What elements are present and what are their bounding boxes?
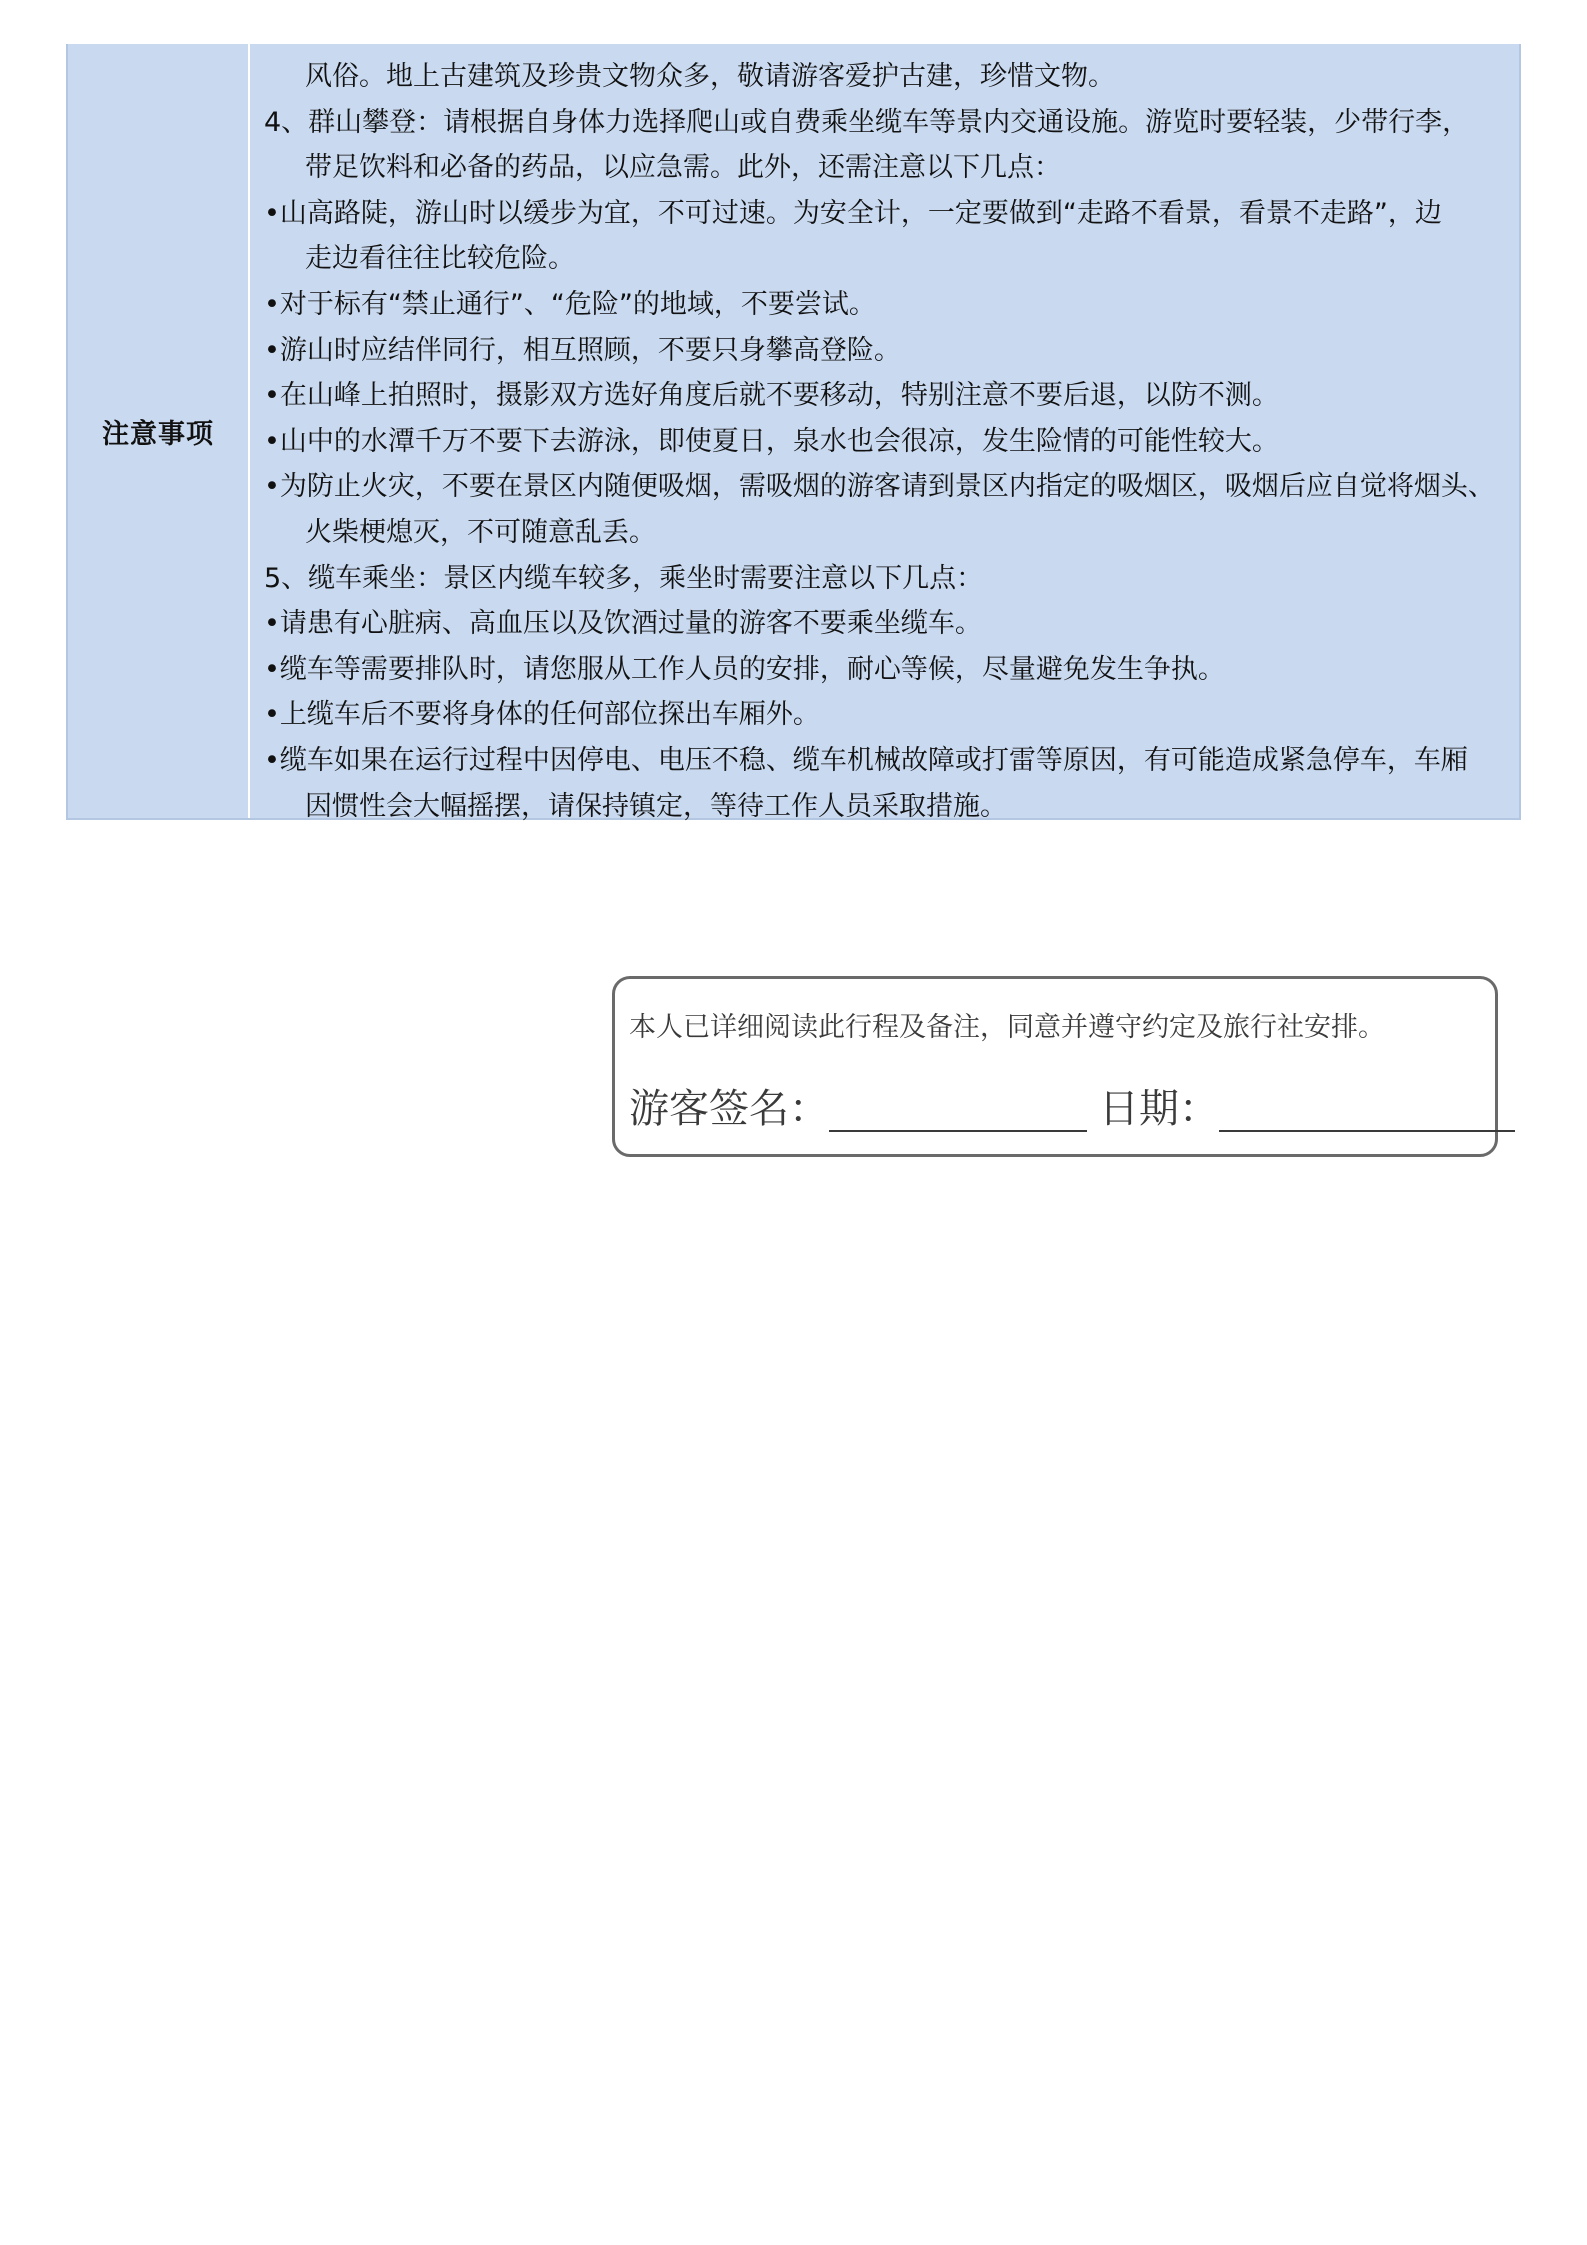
note-line: •请患有心脏病、高血压以及饮酒过量的游客不要乘坐缆车。 <box>264 608 982 640</box>
consent-box <box>612 976 1498 1157</box>
note-line: •在山峰上拍照时，摄影双方选好角度后就不要移动，特别注意不要后退，以防不测。 <box>264 380 1279 412</box>
note-line: •为防止火灾，不要在景区内随便吸烟，需吸烟的游客请到景区内指定的吸烟区，吸烟后应自觉将烟头、 <box>264 471 1495 503</box>
note-line: 火柴梗熄灭，不可随意乱丢。 <box>305 516 656 548</box>
note-line: 5、缆车乘坐：景区内缆车较多，乘坐时需要注意以下几点： <box>264 562 984 594</box>
note-line: 4、群山攀登：请根据自身体力选择爬山或自费乘坐缆车等景内交通设施。游览时要轻装，少带行李， <box>264 106 1470 138</box>
note-line: 带足饮料和必备的药品，以应急需。此外，还需注意以下几点： <box>305 152 1061 184</box>
signature-row <box>629 1077 1515 1134</box>
notes-label: 注意事项 <box>102 418 214 450</box>
note-line: •缆车如果在运行过程中因停电、电压不稳、缆车机械故障或打雷等原因，有可能造成紧急停车，车厢 <box>264 744 1468 776</box>
signature-field[interactable] <box>829 1086 1087 1132</box>
signature-label: 游客签名： <box>629 1086 829 1132</box>
note-line: •山中的水潭千万不要下去游泳，即使夏日，泉水也会很凉，发生险情的可能性较大。 <box>264 425 1279 457</box>
note-line: •缆车等需要排队时，请您服从工作人员的安排，耐心等候，尽量避免发生争执。 <box>264 653 1225 685</box>
consent-statement: 本人已详细阅读此行程及备注，同意并遵守约定及旅行社安排。 <box>629 1012 1385 1043</box>
note-line: •山高路陡，游山时以缓步为宜，不可过速。为安全计，一定要做到“走路不看景，看景不走路”，边 <box>264 197 1442 229</box>
note-line: •对于标有“禁止通行”、“危险”的地域，不要尝试。 <box>264 288 876 320</box>
notes-content-cell <box>250 44 1519 822</box>
date-label: 日期： <box>1099 1086 1219 1132</box>
note-line: 因惯性会大幅摇摆，请保持镇定，等待工作人员采取措施。 <box>305 790 1007 822</box>
date-field[interactable] <box>1219 1086 1515 1132</box>
notes-label-cell <box>68 44 250 818</box>
note-line: •上缆车后不要将身体的任何部位探出车厢外。 <box>264 699 820 731</box>
note-line: 风俗。地上古建筑及珍贵文物众多，敬请游客爱护古建，珍惜文物。 <box>305 61 1115 92</box>
notes-table <box>66 44 1521 820</box>
note-line: 走边看往往比较危险。 <box>305 243 575 275</box>
note-line: •游山时应结伴同行，相互照顾，不要只身攀高登险。 <box>264 334 901 366</box>
